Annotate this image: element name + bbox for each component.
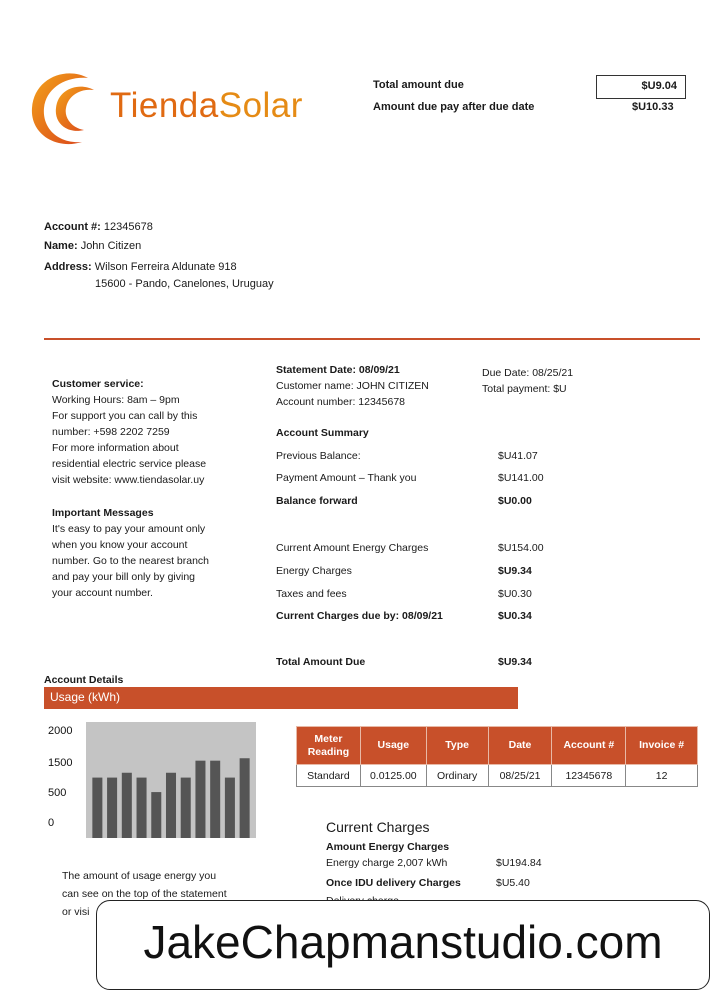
summary-row-label: Energy Charges [276,565,352,577]
chart-bar [151,792,161,838]
customer-service-line: Working Hours: 8am – 9pm [52,394,180,406]
usage-section-label: Usage (kWh) [50,690,121,704]
important-message-line: It's easy to pay your amount only [52,523,206,535]
summary-row-value: $U141.00 [498,472,544,484]
account-name-label: Name: [44,240,78,252]
total-payment: Total payment: $U [482,383,567,395]
meter-table-cell: Ordinary [426,765,488,787]
summary-row-value: $U0.30 [498,588,532,600]
summary-row-label: Balance forward [276,495,358,507]
account-number-line [44,221,153,233]
summary-row-value: $U0.00 [498,495,532,507]
chart-bar [240,758,250,838]
chart-bar [166,773,176,838]
summary-row-value: $U154.00 [498,542,544,554]
due-date: 08/25/21 [532,367,574,379]
usage-chart-svg [44,720,264,840]
statement-date-label: Statement Date: [276,364,356,376]
statement-date: 08/09/21 [358,364,400,376]
table-row [297,765,698,787]
summary-row-label: Current Charges due by: 08/09/21 [276,610,443,622]
meter-table-header: Account # [552,727,626,765]
summary-row-value: $U0.34 [498,610,532,622]
amount-after-due-value: $U10.33 [632,101,674,113]
statement-info-block [276,362,429,410]
important-message-line: when you know your account [52,539,188,551]
statement-account-number: Account number: 12345678 [276,396,406,408]
important-message-line: and pay your bill only by giving [52,571,196,583]
watermark-banner: JakeChapmanstudio.com [96,900,710,990]
usage-chart [44,720,264,840]
account-name: John Citizen [80,240,142,252]
summary-row-label: Previous Balance: [276,450,361,462]
chart-y-tick-label: 500 [48,787,67,799]
summary-total-label: Total Amount Due [276,656,366,668]
customer-service-line: For support you can call by this [52,410,198,422]
delivery-charge-label: Once IDU delivery Charges [326,877,461,889]
amount-after-due-label: Amount due pay after due date [373,101,535,113]
summary-row-value: $U41.07 [498,450,538,462]
chart-bar [137,778,147,838]
chart-bar [225,778,235,838]
chart-bar [195,761,205,838]
important-messages-block [52,505,209,601]
meter-table-header: Date [488,727,552,765]
account-address-line1: Wilson Ferreira Aldunate 918 [94,261,237,273]
chart-bar [107,778,117,838]
account-address-line2: 15600 - Pando, Canelones, Uruguay [95,278,274,290]
due-info-block [482,365,573,397]
customer-service-line: number: +598 2202 7259 [52,426,170,438]
logo-word-tienda: Tienda [110,86,219,125]
meter-table-header-row [297,727,698,765]
customer-service-line: For more information about [52,442,179,454]
chart-bar [122,773,132,838]
chart-bar [92,778,102,838]
meter-table-header: Meter Reading [297,727,361,765]
logo-word-solar: Solar [218,86,303,125]
energy-charge-label: Energy charge 2,007 kWh [326,857,448,869]
statement-customer-name: Customer name: JOHN CITIZEN [276,380,429,392]
account-number: 12345678 [103,221,153,233]
chart-bar [181,778,191,838]
summary-row-label: Current Amount Energy Charges [276,542,429,554]
meter-table-cell: 08/25/21 [488,765,552,787]
usage-note-line: can see on the top of the statement [62,888,227,900]
customer-service-line: residential electric service please [52,458,207,470]
account-address-line [44,261,237,273]
usage-note-line: or visi [62,906,90,918]
customer-service-heading: Customer service: [52,378,144,390]
total-amount-due-label: Total amount due [373,79,464,91]
chart-bar [210,761,220,838]
account-summary-heading: Account Summary [276,427,369,439]
section-divider [44,338,700,340]
meter-table-cell: 12 [626,765,698,787]
current-charges-subheading: Amount Energy Charges [326,841,450,853]
chart-y-tick-label: 2000 [48,725,73,737]
logo-swirl-icon [26,68,110,150]
summary-row-value: $U9.34 [498,565,532,577]
account-name-line [44,240,141,252]
important-messages-heading: Important Messages [52,507,154,519]
account-details-heading: Account Details [44,674,124,686]
meter-table-header: Invoice # [626,727,698,765]
current-charges-heading: Current Charges [326,819,430,835]
summary-total-value: $U9.34 [498,656,532,668]
meter-table-cell: 12345678 [552,765,626,787]
statement-date-line [276,362,429,378]
meter-table [296,726,698,787]
logo-wordmark [110,86,303,126]
delivery-charge-value: $U5.40 [496,877,530,889]
account-number-label: Account #: [44,221,101,233]
customer-service-block [52,376,206,488]
usage-note-line: The amount of usage energy you [62,870,217,882]
important-message-line: your account number. [52,587,153,599]
account-address-label: Address: [44,261,92,273]
usage-section-bar [44,687,518,709]
important-message-line: number. Go to the nearest branch [52,555,210,567]
summary-row-label: Taxes and fees [276,588,347,600]
meter-table-header: Usage [360,727,426,765]
due-date-line [482,365,573,381]
due-date-label: Due Date: [482,367,530,379]
chart-y-tick-label: 0 [48,817,55,829]
summary-row-label: Payment Amount – Thank you [276,472,417,484]
total-amount-due-value: $U9.04 [596,75,686,99]
chart-y-tick-label: 1500 [48,757,73,769]
energy-charge-value: $U194.84 [496,857,542,869]
meter-table-cell: Standard [297,765,361,787]
meter-table-cell: 0.0125.00 [360,765,426,787]
customer-service-line: visit website: www.tiendasolar.uy [52,474,205,486]
company-logo [26,68,336,150]
meter-table-header: Type [426,727,488,765]
